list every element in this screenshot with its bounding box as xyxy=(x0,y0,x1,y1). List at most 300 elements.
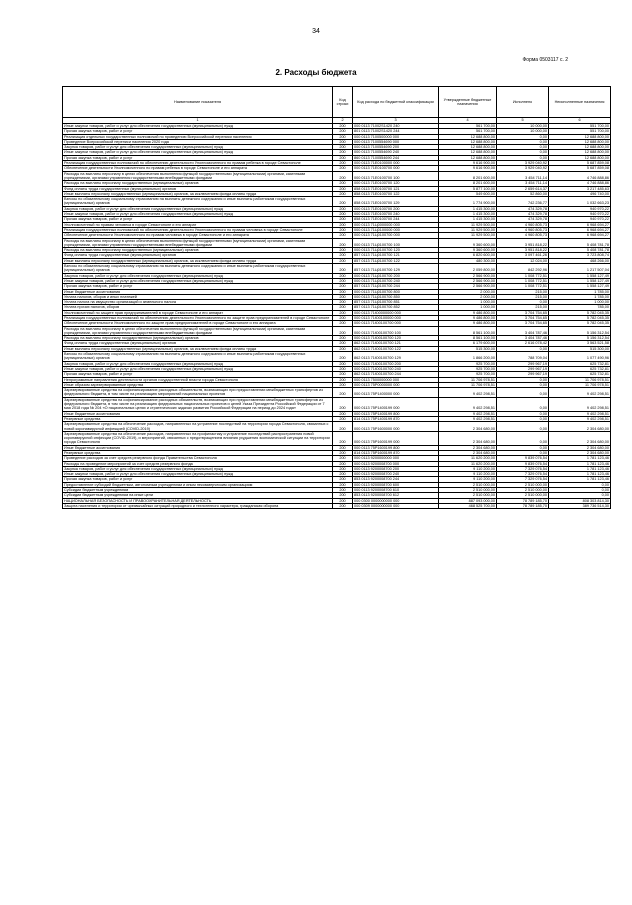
row-code: 200 xyxy=(333,206,353,211)
section-title: 2. Расходы бюджета xyxy=(275,68,357,77)
row-remaining: 6 968 694,27 xyxy=(549,227,611,232)
row-remaining: 9 402 298,51 xyxy=(549,416,611,421)
row-name: Прочая закупка товаров, работ и услуг xyxy=(63,284,333,289)
row-remaining: 2 304 680,00 xyxy=(549,451,611,456)
row-classification-code: 858 0113 71E0100700 244 xyxy=(353,217,439,222)
row-executed: 2 659 614,37 xyxy=(497,186,549,191)
row-name: Обеспечение деятельности Уполномоченного по защите прав предпринимателей в городе Севастополе и его аппарата xyxy=(63,321,333,326)
row-classification-code: 000 0113 71Ц0100700 100 xyxy=(353,238,439,248)
row-approved: 925 700,00 xyxy=(439,366,497,371)
row-executed: 9 839 076,54 xyxy=(497,456,549,461)
row-name: Расходы на выплаты персоналу в целях обеспечения выполнения функций государственными (муниципальными) органами, казенными учреждениями, органами управления государственными внебюджетными фондами xyxy=(63,171,333,181)
row-classification-code: 000 0113 71Ц0100700 240 xyxy=(353,278,439,283)
row-executed: 0,00 xyxy=(497,411,549,416)
row-executed: 0,00 xyxy=(497,300,549,305)
row-remaining: 11 706 978,51 xyxy=(549,382,611,387)
row-code: 200 xyxy=(333,488,353,493)
row-classification-code: 000 0113 71Ц0100700 120 xyxy=(353,248,439,253)
row-name: Иные закупки товаров, работ и услуг для обеспечения государственных (муниципальных) нужд xyxy=(63,366,333,371)
row-approved: 9 402 298,51 xyxy=(439,397,497,411)
row-approved: 2 000,00 xyxy=(439,289,497,294)
row-classification-code: 000 0113 9200008700 610 xyxy=(353,488,439,493)
row-executed: 3 404 787,46 xyxy=(497,336,549,341)
row-code: 200 xyxy=(333,372,353,377)
row-code: 200 xyxy=(333,336,353,341)
row-remaining: 5 408 781,78 xyxy=(549,248,611,253)
row-classification-code: 000 0113 71Ю0100700 000 xyxy=(353,321,439,326)
column-number: 4 xyxy=(439,118,497,124)
row-executed: 3 454 711,14 xyxy=(497,171,549,181)
row-executed: 215,00 xyxy=(497,289,549,294)
row-approved: 1 866 200,00 xyxy=(439,352,497,362)
row-remaining: 808 303 814,30 xyxy=(549,498,611,503)
row-classification-code: 000 0113 75Р1400199 000 xyxy=(353,397,439,411)
row-code: 200 xyxy=(333,315,353,320)
row-name: Резервные средства xyxy=(63,451,333,456)
row-code: 200 xyxy=(333,166,353,171)
row-code: 200 xyxy=(333,284,353,289)
row-classification-code: 000 0113 7100554690 240 xyxy=(353,150,439,155)
row-approved: 2 304 680,00 xyxy=(439,445,497,450)
row-executed: 0,00 xyxy=(497,382,549,387)
row-name: Иные образом зарезервированные средства xyxy=(63,382,333,387)
row-remaining: 5 782 045,35 xyxy=(549,315,611,320)
row-executed: 3 704 754,65 xyxy=(497,321,549,326)
row-code: 200 xyxy=(333,217,353,222)
row-classification-code: 000 0309 0000000000 000 xyxy=(353,503,439,508)
row-executed: 0,00 xyxy=(497,431,549,445)
row-executed: 0,00 xyxy=(497,155,549,160)
row-executed: 3 951 818,22 xyxy=(497,248,549,253)
row-classification-code: 857 0113 71Ц0100700 129 xyxy=(353,264,439,274)
row-classification-code: 000 0113 7100554690 000 xyxy=(353,139,439,144)
row-approved: 9 616 900,00 xyxy=(439,161,497,166)
row-remaining: 12 688 800,00 xyxy=(549,155,611,160)
row-executed: 788 709,04 xyxy=(497,352,549,362)
row-code: 200 xyxy=(333,305,353,310)
row-executed: 215,00 xyxy=(497,294,549,299)
row-approved: 9 402 298,51 xyxy=(439,411,497,416)
row-classification-code: 857 0113 71Ц0100700 122 xyxy=(353,258,439,263)
row-classification-code: 853 0113 9200008700 244 xyxy=(353,477,439,482)
table-row xyxy=(63,397,611,411)
row-remaining: 1 000,00 xyxy=(549,300,611,305)
row-approved: 2 510 000,00 xyxy=(439,493,497,498)
row-approved: 1 415 300,00 xyxy=(439,217,497,222)
row-classification-code: 862 0113 71Ю0100700 129 xyxy=(353,352,439,362)
row-approved: 887 093 000,00 xyxy=(439,498,497,503)
row-approved: 9 360 600,00 xyxy=(439,238,497,248)
row-executed: 0,00 xyxy=(497,397,549,411)
row-approved: 12 688 800,00 xyxy=(439,155,497,160)
row-classification-code: 858 0113 71E0100700 121 xyxy=(353,186,439,191)
row-approved: 9 616 900,00 xyxy=(439,166,497,171)
row-approved: 468 525 700,00 xyxy=(439,503,497,508)
row-code: 200 xyxy=(333,197,353,207)
row-code: 200 xyxy=(333,477,353,482)
row-remaining: 625 732,81 xyxy=(549,361,611,366)
row-remaining: 1 558 127,49 xyxy=(549,278,611,283)
row-classification-code: 000 0113 71E0100700 240 xyxy=(353,212,439,217)
row-executed: 0,00 xyxy=(497,139,549,144)
row-classification-code: 000 0113 9200000000 000 xyxy=(353,456,439,461)
row-name: Прочая закупка товаров, работ и услуг xyxy=(63,477,333,482)
row-code: 200 xyxy=(333,466,353,471)
row-approved: 1 774 900,00 xyxy=(439,197,497,207)
row-executed: 0,00 xyxy=(497,134,549,139)
row-remaining: 625 732,81 xyxy=(549,372,611,377)
row-name: Уплата налога на имущество организаций и земельного налога xyxy=(63,300,333,305)
row-code: 200 xyxy=(333,310,353,315)
row-code: 200 xyxy=(333,326,353,336)
row-approved: 2 566 900,00 xyxy=(439,278,497,283)
row-remaining: 5 156 312,54 xyxy=(549,326,611,336)
row-name: Иные выплаты персоналу государственных (муниципальных) органов, за исключением фонда оплаты труда xyxy=(63,258,333,263)
row-approved: 11 620 200,00 xyxy=(439,456,497,461)
row-approved: 11 620 200,00 xyxy=(439,461,497,466)
row-remaining: 5 687 859,08 xyxy=(549,166,611,171)
row-executed: 0,00 xyxy=(497,451,549,456)
header-classification: Код расхода по бюджетной классификации xyxy=(353,87,439,118)
row-name: Обеспечение деятельности Уполномоченного по правам человека в городе Севастополе и его аппарата xyxy=(63,233,333,238)
row-approved: 8 561 100,00 xyxy=(439,336,497,341)
row-approved: 11 929 500,00 xyxy=(439,222,497,227)
row-executed: 0,00 xyxy=(497,150,549,155)
row-executed: 78 789 185,70 xyxy=(497,498,549,503)
row-executed: 742 236,77 xyxy=(497,197,549,207)
row-classification-code: 000 0113 71Ц0100700 000 xyxy=(353,233,439,238)
row-remaining: 940 970,22 xyxy=(549,212,611,217)
table-row xyxy=(63,171,611,181)
row-executed: 474 329,78 xyxy=(497,212,549,217)
row-name: Зарезервированные средства на софинансирование расходных обязательств, возникающих при предоставлении межбюджетных трансфертов из федерального бюджета, в том числе на реализацию мероприятий национальных проектов xyxy=(63,388,333,398)
row-executed: 299 967,19 xyxy=(497,366,549,371)
row-classification-code: 000 0113 9200008700 240 xyxy=(353,472,439,477)
row-name: Зарезервированные средства на обеспечение расходов, направленных на профилактику и устранение последствий распространения новой коронавирусной инфекции (COVID-2019), и мероприятий, связанных с предотвращением влияния ухудшения экономической ситуации на территории города Севастополя xyxy=(63,431,333,445)
page-number: 34 xyxy=(312,28,320,35)
row-remaining: 515 300,00 xyxy=(549,346,611,351)
row-executed: 4 960 805,73 xyxy=(497,233,549,238)
row-executed: 10 000,00 xyxy=(497,129,549,134)
row-executed: 4 960 805,73 xyxy=(497,222,549,227)
row-remaining: 1 781 123,46 xyxy=(549,461,611,466)
form-number: Форма 0503117 с. 2 xyxy=(522,57,568,63)
row-approved: 8 201 600,00 xyxy=(439,171,497,181)
row-remaining: 6 968 694,27 xyxy=(549,233,611,238)
row-approved: 9 110 200,00 xyxy=(439,466,497,471)
row-executed: 474 329,78 xyxy=(497,206,549,211)
row-code: 200 xyxy=(333,253,353,258)
row-remaining: 6 968 694,27 xyxy=(549,222,611,227)
row-name: Фонд оплаты труда государственных (муниципальных) органов xyxy=(63,186,333,191)
row-remaining: 1 558 127,49 xyxy=(549,284,611,289)
row-remaining: 625 732,81 xyxy=(549,366,611,371)
row-executed: 12 024,00 xyxy=(497,258,549,263)
column-number: 3 xyxy=(353,118,439,124)
row-code: 200 xyxy=(333,264,353,274)
row-classification-code: 000 0113 71002S1420 240 xyxy=(353,124,439,129)
column-number: 1 xyxy=(63,118,333,124)
row-executed: 2 510 000,00 xyxy=(497,488,549,493)
row-code: 200 xyxy=(333,445,353,450)
row-code: 200 xyxy=(333,346,353,351)
row-code: 200 xyxy=(333,411,353,416)
expenses-table xyxy=(62,86,611,509)
table-row xyxy=(63,422,611,432)
row-name: Расходы на выплаты персоналу в целях обеспечения выполнения функций государственными (муниципальными) органами, казенными учреждениями, органами управления государственными внебюджетными фондами xyxy=(63,326,333,336)
row-name: Прочая закупка товаров, работ и услуг xyxy=(63,372,333,377)
row-approved: 6 820 600,00 xyxy=(439,253,497,258)
row-remaining: 1 785,00 xyxy=(549,289,611,294)
table-row xyxy=(63,326,611,336)
table-row xyxy=(63,503,611,508)
row-approved: 9 360 600,00 xyxy=(439,248,497,253)
row-remaining: 468 266,00 xyxy=(549,258,611,263)
row-name: Взносы по обязательному социальному страхованию на выплаты денежного содержания и иные выплаты работникам государственных (муниципальных) органов xyxy=(63,352,333,362)
row-name: Расходы на проведение мероприятий за счет средств резервного фонда xyxy=(63,461,333,466)
row-code: 200 xyxy=(333,233,353,238)
row-classification-code: 862 0113 71Ю0100700 244 xyxy=(353,372,439,377)
row-classification-code: 000 0113 7100554690 200 xyxy=(353,145,439,150)
row-executed: 3 929 040,92 xyxy=(497,161,549,166)
table-header-row xyxy=(63,87,611,118)
row-executed: 0,00 xyxy=(497,388,549,398)
row-classification-code: 000 0113 75Р1600000 000 xyxy=(353,422,439,432)
row-remaining: 9 402 298,51 xyxy=(549,411,611,416)
row-name: Закупка товаров, работ и услуг для обеспечения государственных (муниципальных) нужд xyxy=(63,361,333,366)
row-code: 200 xyxy=(333,472,353,477)
row-classification-code: 000 0113 75Р1600199 800 xyxy=(353,445,439,450)
row-classification-code: 857 0113 71Ц0100700 852 xyxy=(353,305,439,310)
row-name: Прочая закупка товаров, работ и услуг xyxy=(63,155,333,160)
row-approved: 2 304 680,00 xyxy=(439,422,497,432)
row-remaining: 9 402 298,51 xyxy=(549,388,611,398)
row-approved: 8 561 100,00 xyxy=(439,326,497,336)
row-name: Расходы на выплаты персоналу в целях обеспечения выполнения функций государственными (муниципальными) органами, казенными учреждениями, органами управления государственными внебюджетными фондами xyxy=(63,238,333,248)
row-classification-code: 000 0113 71E0100700 200 xyxy=(353,206,439,211)
row-executed: 3 404 787,46 xyxy=(497,326,549,336)
row-name: Иные выплаты персоналу государственных (муниципальных) органов, за исключением фонда оплаты труда xyxy=(63,191,333,196)
row-code: 200 xyxy=(333,171,353,181)
row-code: 200 xyxy=(333,212,353,217)
row-name: Расходы на выплаты персоналу государственных (муниципальных) органов xyxy=(63,248,333,253)
row-remaining: 3 723 808,74 xyxy=(549,253,611,258)
row-name: Фонд оплаты труда государственных (муниципальных) органов xyxy=(63,253,333,258)
row-code: 200 xyxy=(333,341,353,346)
row-remaining: 5 782 045,35 xyxy=(549,310,611,315)
row-approved: 561 700,00 xyxy=(439,129,497,134)
row-code: 200 xyxy=(333,382,353,387)
row-remaining: 12 688 800,00 xyxy=(549,139,611,144)
row-classification-code: 000 0113 75Р0000000 000 xyxy=(353,382,439,387)
row-code: 200 xyxy=(333,124,353,129)
row-executed: 3 097 461,26 xyxy=(497,253,549,258)
row-executed: 2 510 000,00 xyxy=(497,493,549,498)
row-remaining: 12 688 800,00 xyxy=(549,150,611,155)
row-approved: 12 688 800,00 xyxy=(439,139,497,144)
row-classification-code: 000 0113 71Ц0100700 800 xyxy=(353,289,439,294)
row-executed: 1 008 772,51 xyxy=(497,278,549,283)
row-approved: 11 706 978,51 xyxy=(439,377,497,382)
row-approved: 12 688 800,00 xyxy=(439,150,497,155)
row-approved: 11 706 978,51 xyxy=(439,382,497,387)
row-classification-code: 000 0113 71E0100700 000 xyxy=(353,166,439,171)
row-executed: 0,00 xyxy=(497,445,549,450)
row-classification-code: 000 0113 71Ц0000000 000 xyxy=(353,222,439,227)
row-classification-code: 000 0113 7100500000 000 xyxy=(353,134,439,139)
row-classification-code: 860 0113 7100554690 244 xyxy=(353,155,439,160)
row-executed: 0,00 xyxy=(497,377,549,382)
row-approved: 925 700,00 xyxy=(439,372,497,377)
row-approved: 561 700,00 xyxy=(439,124,497,129)
row-classification-code: 000 0113 71E0100700 100 xyxy=(353,171,439,181)
row-name: Зарезервированные средства на софинансирование расходных обязательств, возникающих при предоставлении межбюджетных трансфертов из федерального бюджета, в том числе на реализацию федеральных национальных проектов и целей Указа Президента Российской Федерации от 7 мая 2018 года № 204 «О национальных целях и стратегических задачах развития Российской Федерации на период до 2024 года» xyxy=(63,397,333,411)
row-name: Реализация государственных полномочий по обеспечению деятельности Уполномоченного по защите прав предпринимателей в городе Севастополе xyxy=(63,315,333,320)
row-executed: 0,00 xyxy=(497,145,549,150)
row-name: Закупка товаров, работ и услуг для обеспечения государственных (муниципальных) нужд xyxy=(63,206,333,211)
row-remaining: 1 217 507,04 xyxy=(549,264,611,274)
row-classification-code: 000 0113 71Ц0100700 200 xyxy=(353,273,439,278)
row-name: Иные закупки товаров, работ и услуг для обеспечения государственных (муниципальных) нужд xyxy=(63,124,333,129)
row-approved: 2 566 900,00 xyxy=(439,273,497,278)
row-remaining: 551 700,00 xyxy=(549,129,611,134)
row-remaining: 496 740,00 xyxy=(549,191,611,196)
column-number: 6 xyxy=(549,118,611,124)
row-approved: 925 700,00 xyxy=(439,361,497,366)
row-approved: 12 688 800,00 xyxy=(439,145,497,150)
row-name: Уполномоченный по правам человека в городе Севастополе и его аппарат xyxy=(63,222,333,227)
row-classification-code: 000 0113 71Ю0100700 200 xyxy=(353,361,439,366)
row-name: Непрограммные направления деятельности органов государственной власти города Севастополя xyxy=(63,377,333,382)
row-name: Иные закупки товаров, работ и услуг для обеспечения государственных (муниципальных) нужд xyxy=(63,278,333,283)
table-row xyxy=(63,388,611,398)
row-code: 200 xyxy=(333,139,353,144)
row-code: 200 xyxy=(333,155,353,160)
row-code: 200 xyxy=(333,258,353,263)
row-classification-code: 000 0113 9200008700 200 xyxy=(353,466,439,471)
row-approved: 9 110 200,00 xyxy=(439,472,497,477)
row-remaining: 12 688 800,00 xyxy=(549,134,611,139)
row-remaining: 1 558 127,49 xyxy=(549,273,611,278)
row-executed: 78 789 185,70 xyxy=(497,503,549,508)
row-remaining: 0,00 xyxy=(549,488,611,493)
row-remaining: 11 706 978,51 xyxy=(549,377,611,382)
row-name: Закупка товаров, работ и услуг для обеспечения государственных (муниципальных) нужд xyxy=(63,273,333,278)
row-remaining: 0,00 xyxy=(549,493,611,498)
row-name: Резервные средства xyxy=(63,416,333,421)
header-remaining: Неисполненные назначения xyxy=(549,87,611,118)
row-code: 200 xyxy=(333,273,353,278)
row-code: 200 xyxy=(333,461,353,466)
row-code: 200 xyxy=(333,161,353,166)
row-remaining: 5 408 781,78 xyxy=(549,238,611,248)
header-executed: Исполнено xyxy=(497,87,549,118)
row-code: 200 xyxy=(333,361,353,366)
row-remaining: 940 970,22 xyxy=(549,206,611,211)
row-name: Взносы по обязательному социальному страхованию на выплаты денежного содержания и иные выплаты работникам государственных (муниципальных) органов xyxy=(63,264,333,274)
row-executed: 7 329 076,54 xyxy=(497,472,549,477)
row-remaining: 3 563 521,58 xyxy=(549,341,611,346)
row-approved: 549 600,00 xyxy=(439,191,497,196)
row-classification-code: 000 0113 75Р1600199 000 xyxy=(353,431,439,445)
row-classification-code: 862 0113 71Ю0100700 122 xyxy=(353,346,439,351)
row-approved: 480 300,00 xyxy=(439,258,497,263)
table-row xyxy=(63,238,611,248)
row-name: Уплата налогов, сборов и иных платежей xyxy=(63,294,333,299)
row-code: 200 xyxy=(333,388,353,398)
row-name: Расходы на выплаты персоналу государственных (муниципальных) органов xyxy=(63,181,333,186)
row-remaining: 5 687 859,08 xyxy=(549,161,611,166)
row-executed: 52 860,00 xyxy=(497,191,549,196)
row-code: 200 xyxy=(333,227,353,232)
row-remaining: 4 746 888,86 xyxy=(549,171,611,181)
row-code: 200 xyxy=(333,431,353,445)
row-name: Закупка товаров, работ и услуг для обеспечения государственных (муниципальных) нужд xyxy=(63,145,333,150)
row-code: 200 xyxy=(333,451,353,456)
row-code: 200 xyxy=(333,186,353,191)
row-classification-code: 000 0113 71E0100000 000 xyxy=(353,161,439,166)
row-approved: 9 486 800,00 xyxy=(439,315,497,320)
row-executed: 0,00 xyxy=(497,416,549,421)
row-code: 200 xyxy=(333,222,353,227)
row-remaining: 2 304 680,00 xyxy=(549,431,611,445)
row-code: 200 xyxy=(333,397,353,411)
row-code: 200 xyxy=(333,321,353,326)
row-executed: 3 704 754,65 xyxy=(497,315,549,320)
row-code: 200 xyxy=(333,278,353,283)
row-remaining: 1 032 663,23 xyxy=(549,197,611,207)
row-approved: 2 566 900,00 xyxy=(439,284,497,289)
row-executed: 3 951 818,22 xyxy=(497,238,549,248)
row-approved: 1 000,00 xyxy=(439,300,497,305)
row-remaining: 389 736 514,30 xyxy=(549,503,611,508)
row-code: 200 xyxy=(333,248,353,253)
row-executed: 2 616 078,42 xyxy=(497,341,549,346)
row-approved: 2 510 000,00 xyxy=(439,482,497,487)
row-name: Расходы на выплаты персоналу государственных (муниципальных) органов xyxy=(63,336,333,341)
row-name: Фонд оплаты труда государственных (муниципальных) органов xyxy=(63,341,333,346)
row-approved: 8 201 600,00 xyxy=(439,181,497,186)
row-classification-code: 000 0113 75Р1400199 800 xyxy=(353,411,439,416)
row-code: 200 xyxy=(333,150,353,155)
row-name: Прочая закупка товаров, работ и услуг xyxy=(63,129,333,134)
row-name: Иные выплаты персоналу государственных (муниципальных) органов, за исключением фонда оплаты труда xyxy=(63,346,333,351)
row-code: 200 xyxy=(333,422,353,432)
row-classification-code: 000 0113 71Ю0000000 000 xyxy=(353,310,439,315)
row-name: Предоставление субсидий бюджетным, автономным учреждениям и иным некоммерческим организациям xyxy=(63,482,333,487)
row-classification-code: 000 0113 71E0100700 120 xyxy=(353,181,439,186)
row-name: Обеспечение деятельности Уполномоченного по правам ребенка в городе Севастополе и его аппарата xyxy=(63,166,333,171)
row-approved: 11 929 500,00 xyxy=(439,233,497,238)
row-approved: 1 415 300,00 xyxy=(439,206,497,211)
row-classification-code: 000 0113 71Ю0100700 120 xyxy=(353,336,439,341)
row-code: 200 xyxy=(333,129,353,134)
row-remaining: 940 970,22 xyxy=(549,217,611,222)
row-name: Иные бюджетные ассигнования xyxy=(63,411,333,416)
row-classification-code: 000 0113 7500000000 000 xyxy=(353,377,439,382)
row-name: Иные закупки товаров, работ и услуг для обеспечения государственных (муниципальных) нужд xyxy=(63,212,333,217)
row-remaining: 9 402 298,51 xyxy=(549,397,611,411)
table-row xyxy=(63,431,611,445)
row-classification-code: 000 0113 71Ц0100000 000 xyxy=(353,227,439,232)
row-executed: 9 839 076,54 xyxy=(497,461,549,466)
row-classification-code: 000 0113 71Ю0100700 240 xyxy=(353,366,439,371)
row-remaining: 1 781 123,46 xyxy=(549,456,611,461)
row-remaining: 785,00 xyxy=(549,305,611,310)
row-classification-code: 858 0113 71E0100700 129 xyxy=(353,197,439,207)
row-name: Прочая закупка товаров, работ и услуг xyxy=(63,217,333,222)
row-executed: 2 510 000,00 xyxy=(497,482,549,487)
